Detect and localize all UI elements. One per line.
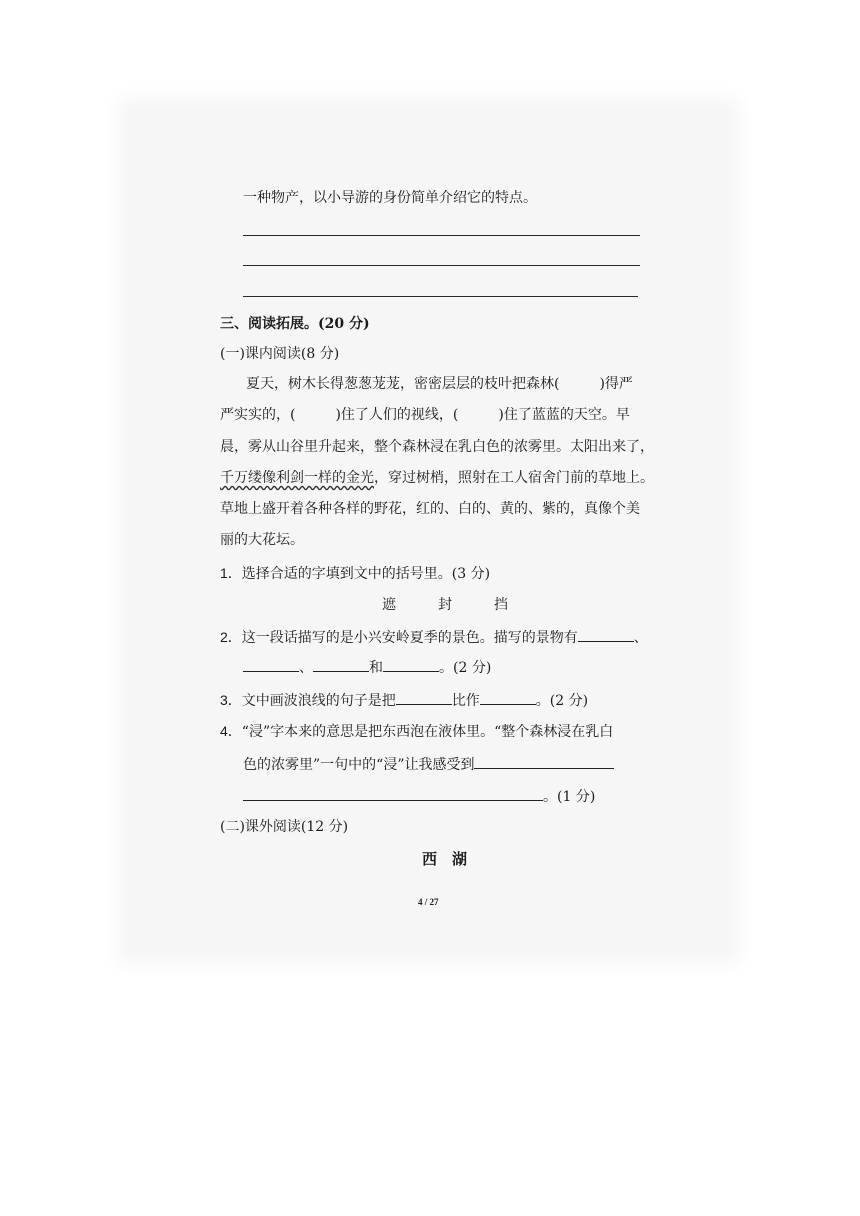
part-2-title: (二)课外阅读(12 分): [220, 819, 349, 835]
answer-blank-2a[interactable]: [578, 627, 634, 642]
intro-text: 一种物产，以小导游的身份简单介绍它的特点。: [243, 190, 537, 206]
question-3: [220, 690, 588, 711]
passage-line-6: 丽的大花坛。: [220, 532, 304, 548]
passage-line-4-rest: ，穿过树梢，照射在工人宿舍门前的草地上。: [374, 470, 654, 486]
question-2-end: 。(2 分): [439, 660, 492, 676]
question-4: [220, 721, 613, 742]
answer-blank-4b[interactable]: [243, 786, 543, 801]
question-1: [220, 563, 490, 584]
passage-line-3: 晨，雾从山谷里升起来，整个森林浸在乳白色的浓雾里。太阳出来了，: [220, 439, 654, 455]
answer-blank-3a[interactable]: [396, 690, 452, 705]
question-3-text-b: 比作: [451, 693, 480, 709]
passage-line-1-a: 夏天，树木长得葱葱茏茏，密密层层的枝叶把森林(: [246, 376, 560, 392]
question-1-number: 1．: [220, 565, 242, 581]
answer-line-1: [243, 235, 640, 236]
part-1-title: (一)课内阅读(8 分): [220, 346, 340, 362]
question-4-line-2: 色的浓雾里”一句中的“浸”让我感受到: [243, 757, 475, 773]
option-char-3: 挡: [494, 597, 508, 613]
answer-blank-2d[interactable]: [383, 657, 439, 672]
question-4-cont-2: [243, 786, 595, 807]
answer-line-2: [243, 265, 640, 266]
question-2-sep-1: 、: [633, 630, 648, 646]
passage-line-2: [220, 405, 630, 425]
question-3-number: 3．: [220, 692, 242, 708]
answer-blank-2b[interactable]: [243, 657, 299, 672]
question-4-number: 4．: [220, 723, 242, 739]
passage-line-5: 草地上盛开着各种各样的野花，红的、白的、黄的、紫的，真像个美: [220, 501, 640, 517]
page-number: 4 / 27: [418, 897, 439, 907]
question-3-end: 。(2 分): [535, 693, 589, 709]
passage-line-1-b: )得严: [599, 376, 633, 392]
passage-line-2-b: )住了人们的视线，(: [335, 407, 459, 423]
question-3-text-a: 文中画波浪线的句子是把: [241, 693, 396, 709]
passage-line-1: [246, 374, 633, 394]
question-4-end: 。(1 分): [543, 789, 596, 805]
question-4-cont: [243, 754, 614, 775]
article-title: 西 湖: [422, 850, 468, 868]
section-3-title: 三、阅读拓展。(20 分): [220, 316, 370, 332]
option-char-2: 封: [438, 597, 452, 613]
passage-line-2-c: )住了蓝蓝的天空。早: [498, 407, 630, 423]
answer-blank-2c[interactable]: [313, 657, 369, 672]
question-1-text: 选择合适的字填到文中的括号里。(3 分): [241, 566, 491, 582]
passage-line-2-a: 严实实的，(: [220, 407, 296, 423]
question-2-cont: [243, 657, 491, 678]
answer-blank-4a[interactable]: [474, 754, 614, 769]
question-4-line-1: “浸”字本来的意思是把东西泡在液体里。“整个森林浸在乳白: [241, 724, 614, 740]
question-2-sep-3: 和: [369, 660, 383, 676]
wavy-underlined-sentence: 千万缕像利剑一样的金光: [220, 470, 374, 486]
question-2-text: 这一段话描写的是小兴安岭夏季的景色。描写的景物有: [241, 630, 578, 646]
option-char-1: 遮: [382, 597, 396, 613]
answer-line-3: [243, 296, 638, 297]
passage-line-4: [220, 468, 654, 488]
question-2-sep-2: 、: [299, 660, 313, 676]
question-2: [220, 627, 648, 648]
answer-blank-3b[interactable]: [480, 690, 536, 705]
question-2-number: 2．: [220, 629, 242, 645]
